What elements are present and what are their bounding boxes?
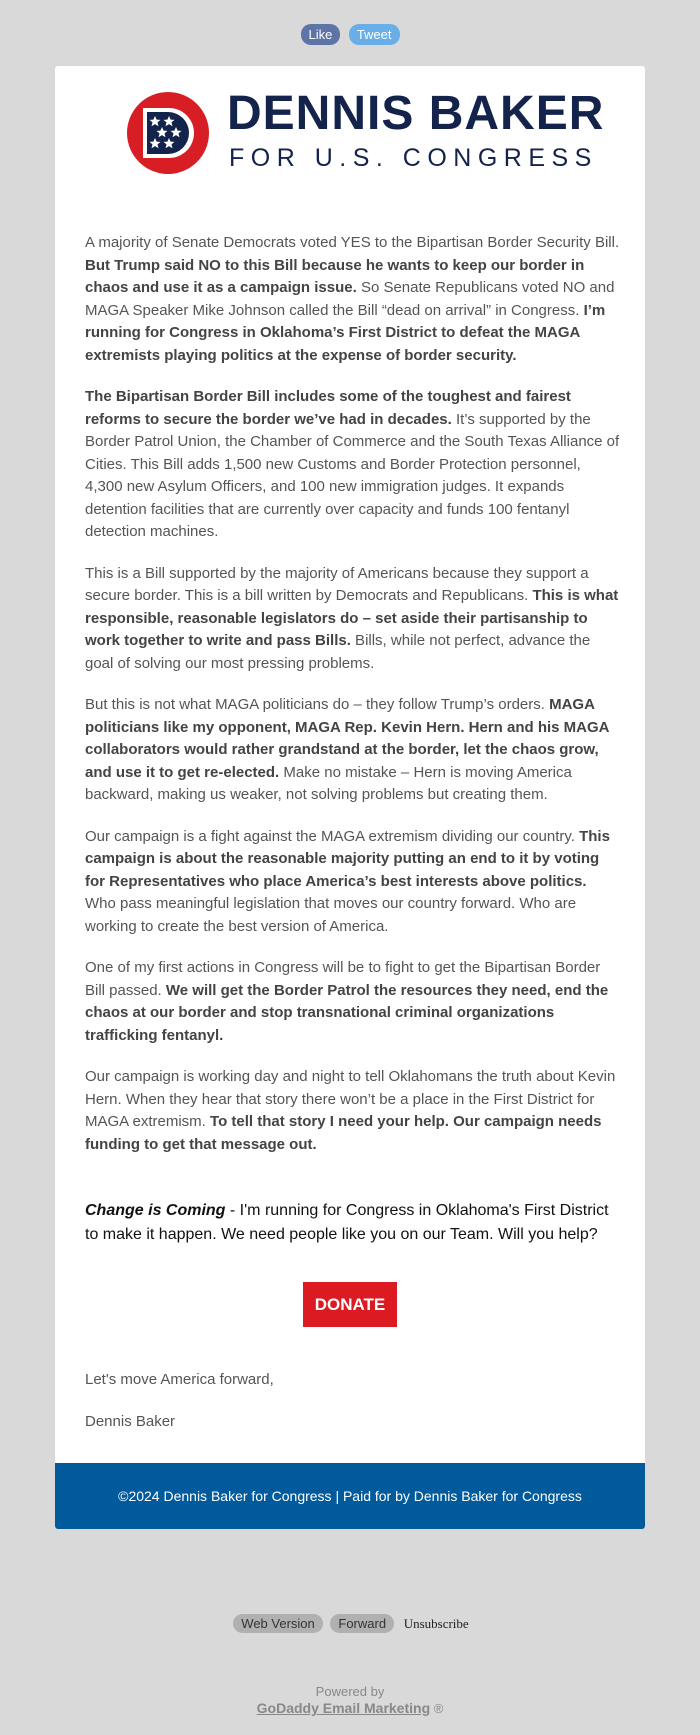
footer-bar: ©2024 Dennis Baker for Congress | Paid for by Dennis Baker for Congress [55,1463,645,1529]
text: Make no mistake – Hern is moving America backward, making us weaker, not solving problems but creating them. [85,763,572,803]
forward-link[interactable]: Forward [330,1614,394,1633]
registered-mark: ® [433,1701,444,1716]
share-row [0,24,700,45]
text: But this is not what MAGA politicians do – they follow Trump’s orders. [85,696,550,713]
bold-text: This is what responsible, reasonable legislators do – set aside their partisanship to work together to write and pass Bills. [85,587,619,649]
email-body [85,232,620,1175]
text: So Senate Republicans voted NO and MAGA Speaker Mike Johnson called the Bill “dead on arrival” in Congress. [85,279,615,319]
text: This is a Bill supported by the majority of Americans because they support a secure border. This is a bill written by Democrats and Republicans. [85,564,589,604]
email-links [0,1614,700,1633]
text: Our campaign is working day and night to tell Oklahomans the truth about Kevin Hern. When they hear that story there won’t be a place in the First District for MAGA extremism. [85,1068,616,1130]
body-paragraph [85,826,620,939]
body-paragraph [85,232,620,367]
text: It’s supported by the Border Patrol Union, the Chamber of Commerce and the South Texas Alliance of Cities. This Bill adds 1,500 new Customs and Border Protection personnel, 4,300 new Asylum Officers, and 100 new immigration judges. It expands detention facilities that are currently over capacity and funds 100 fentanyl detection machines. [85,410,620,540]
logo-name: DENNIS BAKER [227,87,605,140]
text: A majority of Senate Democrats voted YES to the Bipartisan Border Security Bill. [85,234,620,251]
text: Our campaign is a fight against the MAGA extremism dividing our country. [85,827,580,845]
logo-emblem [127,92,209,174]
powered-by-label: Powered by [315,1684,385,1699]
tweet-button[interactable]: Tweet [349,24,400,45]
call-to-action [85,1199,620,1247]
signoff-closing: Let's move America forward, [85,1371,274,1388]
bold-text: But Trump said NO to this Bill because he wants to keep our border in chaos and use it as a campaign issue. [85,256,585,296]
bold-text: To tell that story I need your help. Our campaign needs funding to get that message out. [85,1113,602,1153]
body-paragraph [85,563,620,676]
unsubscribe-link[interactable]: Unsubscribe [403,1616,469,1631]
campaign-logo [127,87,605,176]
bold-text: We will get the Border Patrol the resources they need, end the chaos at our border and stop transnational criminal organizations trafficking fentanyl. [85,981,609,1044]
donate-button[interactable]: DONATE [303,1282,397,1327]
web-version-link[interactable]: Web Version [233,1614,322,1633]
cta-emphasis: Change is Coming [85,1202,226,1219]
star-d-icon [141,106,195,160]
bold-text: MAGA politicians like my opponent, MAGA Rep. Kevin Hern. Hern and his MAGA collaborators would rather grandstand at the border, let the chaos grow, and use it to get re-elected. [85,696,609,781]
body-paragraph [85,386,620,544]
facebook-like-button[interactable]: Like [301,24,341,45]
bold-text: The Bipartisan Border Bill includes some of the toughest and fairest reforms to secure the border we’ve had in decades. [85,388,571,428]
email-card [55,66,645,1529]
cta-text: - I'm running for Congress in Oklahoma's First District to make it happen. We need people like you on our Team. Will you help? [85,1202,609,1243]
body-paragraph [85,957,620,1047]
body-paragraph [85,1066,620,1156]
text: One of my first actions in Congress will be to fight to get the Bipartisan Border Bill passed. [85,959,601,999]
bold-text: This campaign is about the reasonable majority putting an end to it by voting for Representatives who place America’s best interests above politics. [85,827,610,890]
signoff-name: Dennis Baker [85,1413,176,1430]
godaddy-link[interactable]: GoDaddy Email Marketing [256,1700,431,1716]
body-paragraph [85,694,620,807]
text: Who pass meaningful legislation that moves our country forward. Who are working to create the best version of America. [85,895,577,935]
powered-by [0,1684,700,1717]
bold-text: I’m running for Congress in Oklahoma’s First District to defeat the MAGA extremists playing politics at the expense of border security. [85,301,606,364]
text: Bills, while not perfect, advance the goal of solving our most pressing problems. [85,632,591,672]
logo-subtitle: FOR U.S. CONGRESS [229,144,598,172]
